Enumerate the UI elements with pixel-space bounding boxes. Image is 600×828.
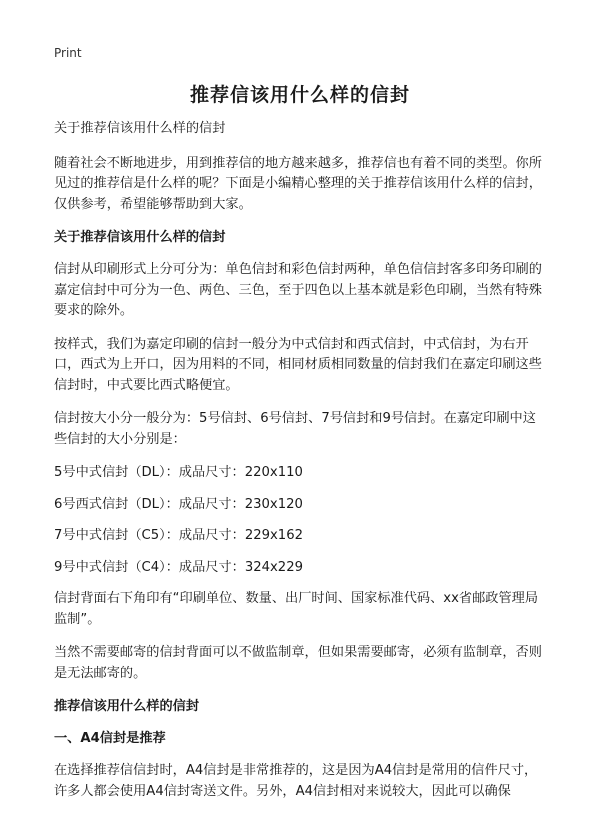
document-body bbox=[54, 119, 546, 815]
paragraph: 信封背面右下角印有“印刷单位、数量、出厂时间、国家标准代码、xx省邮政管理局监制”。 bbox=[54, 591, 538, 627]
intro-paragraph: 随着社会不断地进步，用到推荐信的地方越来越多，推荐信也有着不同的类型。你所见过的推荐信是什么样的呢？下面是小编精心整理的关于推荐信该用什么样的信封，仅供参考，希望能够帮助到大家。 bbox=[54, 155, 542, 212]
envelope-spec: 5号中式信封（DL）：成品尺寸：220x110 bbox=[54, 465, 303, 480]
paragraph: 信封按大小分一般分为：5号信封、6号信封、7号信封和9号信封。在嘉定印刷中这些信封的大小分别是： bbox=[54, 411, 536, 447]
section-heading: 推荐信该用什么样的信封 bbox=[54, 699, 200, 714]
envelope-spec: 7号中式信封（C5）：成品尺寸：229x162 bbox=[54, 528, 303, 543]
paragraph: 按样式，我们为嘉定印刷的信封一般分为中式信封和西式信封，中式信封，为右开口，西式为上开口，因为用料的不同，相同材质相同数量的信封我们在嘉定印刷这些信封时，中式要比西式略便宜。 bbox=[54, 336, 542, 393]
envelope-spec: 9号中式信封（C4）：成品尺寸：324x229 bbox=[54, 559, 303, 575]
subsection-heading: 一、A4信封是推荐 bbox=[54, 731, 166, 746]
paragraph: 在选择推荐信信封时，A4信封是非常推荐的，这是因为A4信封是常用的信件尺寸，许多人都会使用A4信封寄送文件。另外，A4信封相对来说较大，因此可以确保 bbox=[54, 763, 538, 799]
paragraph: 信封从印刷形式上分可分为：单色信封和彩色信封两种，单色信信封客多印务印刷的嘉定信封中可分为一色、两色、三色，至于四色以上基本就是彩色印刷，当然有特殊要求的除外。 bbox=[54, 262, 542, 318]
envelope-spec: 6号西式信封（DL）：成品尺寸：230x120 bbox=[54, 496, 303, 512]
document-title: 推荐信该用什么样的信封 bbox=[189, 84, 410, 106]
paragraph: 当然不需要邮寄的信封背面可以不做监制章，但如果需要邮寄，必须有监制章，否则是无法邮寄的。 bbox=[54, 645, 542, 681]
section-heading: 关于推荐信该用什么样的信封 bbox=[54, 230, 226, 245]
document-subtitle: 关于推荐信该用什么样的信封 bbox=[54, 121, 226, 136]
print-label[interactable]: Print bbox=[54, 46, 82, 60]
